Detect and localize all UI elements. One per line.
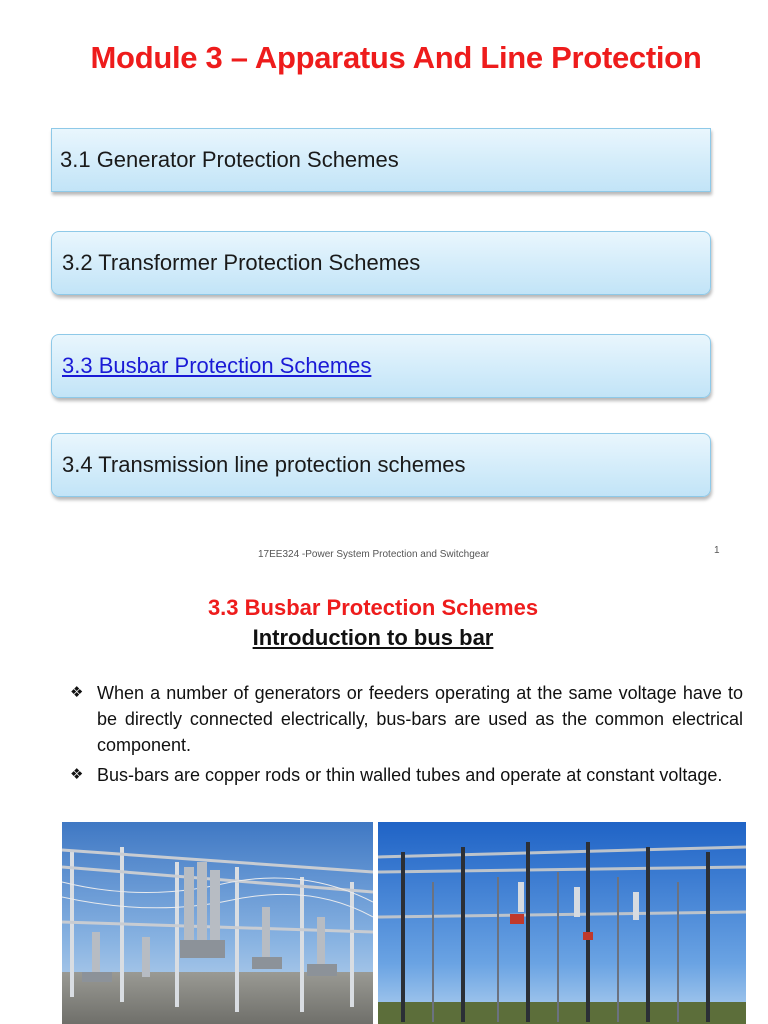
topic-label: 3.2 Transformer Protection Schemes xyxy=(62,250,421,275)
bullet-text: Bus-bars are copper rods or thin walled tubes and operate at constant voltage. xyxy=(97,765,723,785)
bullet-item xyxy=(70,680,743,758)
bullet-text: When a number of generators or feeders operating at the same voltage have to be directly connected electrically, bus-bars are used as the common electrical component. xyxy=(97,683,743,755)
bullet-list xyxy=(70,680,743,792)
diamond-bullet-icon: ❖ xyxy=(70,766,84,783)
page-number: 1 xyxy=(714,545,720,556)
section-subtitle: Introduction to bus bar xyxy=(252,625,494,650)
topic-transmission-line-protection[interactable] xyxy=(51,433,711,497)
topic-generator-protection[interactable] xyxy=(51,128,711,192)
substation-photo-left xyxy=(62,822,373,1024)
topic-transformer-protection[interactable] xyxy=(51,231,711,295)
topic-label: 3.4 Transmission line protection schemes xyxy=(62,452,466,477)
section-title: 3.3 Busbar Protection Schemes xyxy=(207,595,539,620)
slide-title: Module 3 – Apparatus And Line Protection xyxy=(90,40,702,75)
diamond-bullet-icon: ❖ xyxy=(70,684,84,701)
slide-2 xyxy=(0,578,768,1024)
busbar-protection-link[interactable]: 3.3 Busbar Protection Schemes xyxy=(62,353,372,378)
substation-photo-right xyxy=(378,822,746,1024)
bullet-item xyxy=(70,762,743,788)
slide-footer: 17EE324 -Power System Protection and Switchgear xyxy=(258,549,490,560)
topic-label: 3.1 Generator Protection Schemes xyxy=(60,147,399,172)
topic-busbar-protection[interactable] xyxy=(51,334,711,398)
